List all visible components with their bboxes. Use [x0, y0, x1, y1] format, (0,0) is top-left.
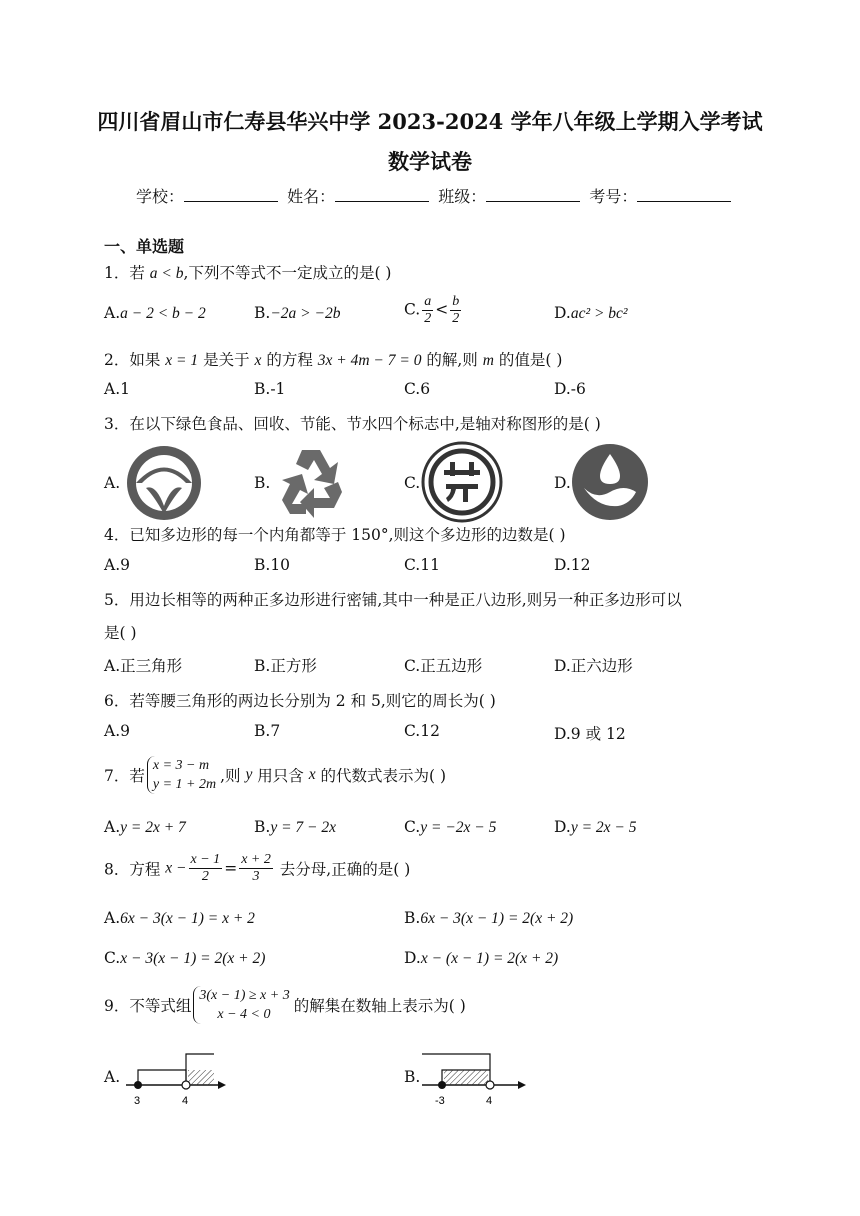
green-food-logo-icon — [124, 444, 204, 522]
q1-option-c-frac2 — [450, 294, 461, 327]
q9-option-b[interactable]: B. — [404, 1068, 421, 1086]
q8-fraction-1 — [189, 852, 223, 885]
q1-option-c-label: C. — [404, 300, 421, 319]
q8-option-b[interactable] — [404, 909, 573, 928]
exam-number-blank[interactable] — [637, 187, 731, 202]
q1-option-d-expr: ac² > bc² — [570, 305, 628, 322]
section-title: 一、单选题 — [104, 237, 185, 256]
q7-option-d-expr: y = 2x − 5 — [570, 819, 637, 836]
q1-option-b-label: B. — [254, 304, 271, 322]
q2-option-d[interactable]: D.-6 — [554, 380, 586, 398]
q3-option-a[interactable]: A. — [104, 474, 121, 492]
q8-option-c-expr: x − 3(x − 1) = 2(x + 2) — [120, 950, 266, 967]
q7-system-eq-2: y = 1 + 2m — [152, 777, 217, 792]
q1-stem-prefix: 1．若 — [104, 264, 150, 282]
q7-option-c[interactable] — [404, 818, 496, 837]
q1-option-b[interactable] — [254, 304, 340, 323]
question-5-line-2: 是( ) — [104, 624, 137, 642]
q6-option-d[interactable]: D.9 或 12 — [554, 725, 626, 743]
q8-frac1-den: 2 — [201, 869, 209, 884]
q2-stem-a: 2．如果 — [104, 351, 166, 369]
q1-c-num2: b — [452, 294, 460, 309]
q7-system-eq-1: x = 3 − m — [152, 758, 210, 773]
q9-stem-a: 9．不等式组 — [104, 997, 192, 1015]
q8-option-a-expr: 6x − 3(x − 1) = x + 2 — [120, 910, 255, 927]
q7-option-b-expr: y = 7 − 2x — [270, 819, 337, 836]
q8-equals: = — [224, 859, 238, 878]
q2-stem-c: 的方程 — [261, 351, 318, 369]
q6-option-c[interactable]: C.12 — [404, 722, 440, 740]
q8-stem-b: 去分母,正确的是( ) — [274, 860, 411, 879]
q9-stem-b: 的解集在数轴上表示为( ) — [293, 997, 466, 1015]
q1-c-den2: 2 — [452, 311, 460, 326]
q1-c-den1: 2 — [424, 311, 432, 326]
q5-option-d[interactable]: D.正六边形 — [554, 657, 633, 675]
q4-option-c[interactable]: C.11 — [404, 556, 440, 574]
q2-expr-3: 3x + 4m − 7 = 0 — [317, 352, 422, 369]
q7-option-d-label: D. — [554, 818, 571, 836]
question-5-line-1: 5．用边长相等的两种正多边形进行密铺,其中一种是正八边形,则另一种正多边形可以 — [104, 591, 682, 609]
q8-option-b-label: B. — [404, 909, 421, 927]
exam-number-label: 考号： — [589, 187, 638, 206]
question-4: 4．已知多边形的每一个内角都等于 150°,则这个多边形的边数是( ) — [104, 526, 566, 544]
q7-equation-system — [147, 756, 216, 794]
q4-option-a[interactable]: A.9 — [104, 556, 130, 574]
q9-a-tick-4: 4 — [182, 1095, 189, 1107]
q7-option-b[interactable] — [254, 818, 336, 837]
page-title: 四川省眉山市仁寿县华兴中学 2023-2024 学年八年级上学期入学考试 — [97, 109, 763, 134]
q6-option-a[interactable]: A.9 — [104, 722, 130, 740]
q8-option-b-expr: 6x − 3(x − 1) = 2(x + 2) — [420, 910, 574, 927]
q5-option-a[interactable]: A.正三角形 — [104, 657, 183, 675]
question-2 — [104, 348, 562, 370]
q6-option-b[interactable]: B.7 — [254, 722, 281, 740]
q1-option-a[interactable] — [104, 304, 206, 323]
q9-option-a[interactable]: A. — [104, 1068, 121, 1086]
q7-expr-y: y — [245, 766, 253, 783]
q1-stem-suffix: ,下列不等式不一定成立的是( ) — [183, 264, 392, 282]
q7-stem-c: 用只含 — [252, 767, 309, 785]
q8-expr-x: x − — [165, 859, 187, 877]
school-blank[interactable] — [184, 187, 278, 202]
energy-saving-logo-icon — [420, 440, 504, 524]
school-label: 学校： — [136, 187, 185, 206]
q1-c-op: < — [435, 300, 449, 319]
q2-expr-1: x = 1 — [165, 352, 199, 369]
recycle-icon — [272, 442, 352, 522]
q9-b-tick-neg3: -3 — [435, 1095, 445, 1107]
question-1 — [104, 261, 391, 283]
page-subtitle: 数学试卷 — [388, 149, 472, 174]
q2-expr-2: x — [254, 352, 262, 369]
q7-expr-x: x — [308, 766, 316, 783]
q1-option-d-label: D. — [554, 304, 571, 322]
water-saving-logo-icon — [570, 442, 650, 522]
q8-option-c[interactable] — [104, 949, 265, 968]
q8-frac1-num: x − 1 — [190, 852, 221, 867]
q1-option-b-expr: −2a > −2b — [270, 305, 341, 322]
q7-option-d[interactable] — [554, 818, 637, 837]
q2-stem-b: 是关于 — [198, 351, 255, 369]
q7-stem-a: 7．若 — [104, 767, 145, 785]
q2-option-b[interactable]: B.-1 — [254, 380, 286, 398]
q3-option-d[interactable]: D. — [554, 474, 571, 492]
q8-option-a-label: A. — [104, 909, 121, 927]
q8-frac2-num: x + 2 — [241, 852, 271, 867]
q9-system-ineq-2: x − 4 < 0 — [217, 1007, 271, 1022]
q1-option-a-expr: a − 2 < b − 2 — [120, 305, 206, 322]
q2-option-a[interactable]: A.1 — [104, 380, 130, 398]
q7-option-c-label: C. — [404, 818, 421, 836]
q8-frac2-den: 3 — [252, 869, 260, 884]
q2-stem-f: 的值是( ) — [493, 351, 563, 369]
q4-option-b[interactable]: B.10 — [254, 556, 291, 574]
q9-option-b-number-line — [420, 1046, 532, 1108]
q9-b-tick-4: 4 — [486, 1095, 493, 1107]
q7-option-a-expr: y = 2x + 7 — [120, 819, 186, 836]
q1-option-c-frac1 — [422, 294, 433, 327]
student-info-row — [136, 184, 735, 207]
q1-c-num1: a — [424, 294, 432, 309]
question-3: 3．在以下绿色食品、回收、节能、节水四个标志中,是轴对称图形的是( ) — [104, 415, 601, 433]
q7-option-c-expr: y = −2x − 5 — [420, 819, 497, 836]
q9-option-a-number-line — [122, 1046, 232, 1108]
q8-option-a[interactable] — [104, 909, 255, 928]
q5-option-b[interactable]: B.正方形 — [254, 657, 317, 675]
q7-stem-d: 的代数式表示为( ) — [315, 767, 447, 785]
q1-option-a-label: A. — [104, 304, 121, 322]
q2-option-c[interactable]: C.6 — [404, 380, 431, 398]
q9-a-tick-3: 3 — [134, 1095, 141, 1107]
q1-option-d[interactable] — [554, 304, 628, 323]
q2-expr-4: m — [482, 352, 494, 369]
q7-option-b-label: B. — [254, 818, 271, 836]
q5-option-c[interactable]: C.正五边形 — [404, 657, 483, 675]
q4-option-d[interactable]: D.12 — [554, 556, 591, 574]
class-label: 班级： — [438, 187, 487, 206]
question-6: 6．若等腰三角形的两边长分别为 2 和 5,则它的周长为( ) — [104, 692, 496, 710]
q8-fraction-2 — [239, 852, 273, 885]
question-9 — [104, 986, 466, 1024]
q7-option-a-label: A. — [104, 818, 121, 836]
q8-option-d-expr: x − (x − 1) = 2(x + 2) — [420, 950, 559, 967]
q1-stem-expr: a < b — [149, 265, 184, 282]
q2-stem-d: 的解,则 — [421, 351, 483, 369]
name-label: 姓名： — [287, 187, 336, 206]
q3-option-c[interactable]: C. — [404, 474, 421, 492]
question-7 — [104, 756, 446, 794]
q8-stem-a: 8．方程 — [104, 860, 166, 879]
q1-option-c[interactable] — [404, 294, 463, 327]
question-8 — [104, 852, 410, 885]
q8-option-c-label: C. — [104, 949, 121, 967]
q7-option-a[interactable] — [104, 818, 186, 837]
name-blank[interactable] — [335, 187, 429, 202]
q7-stem-b: ,则 — [220, 767, 246, 785]
q9-system-ineq-1: 3(x − 1) ≥ x + 3 — [199, 988, 290, 1003]
q9-inequality-system — [193, 986, 289, 1024]
class-blank[interactable] — [486, 187, 580, 202]
q8-option-d[interactable] — [404, 949, 558, 968]
q3-option-b[interactable]: B. — [254, 474, 271, 492]
q8-option-d-label: D. — [404, 949, 421, 967]
